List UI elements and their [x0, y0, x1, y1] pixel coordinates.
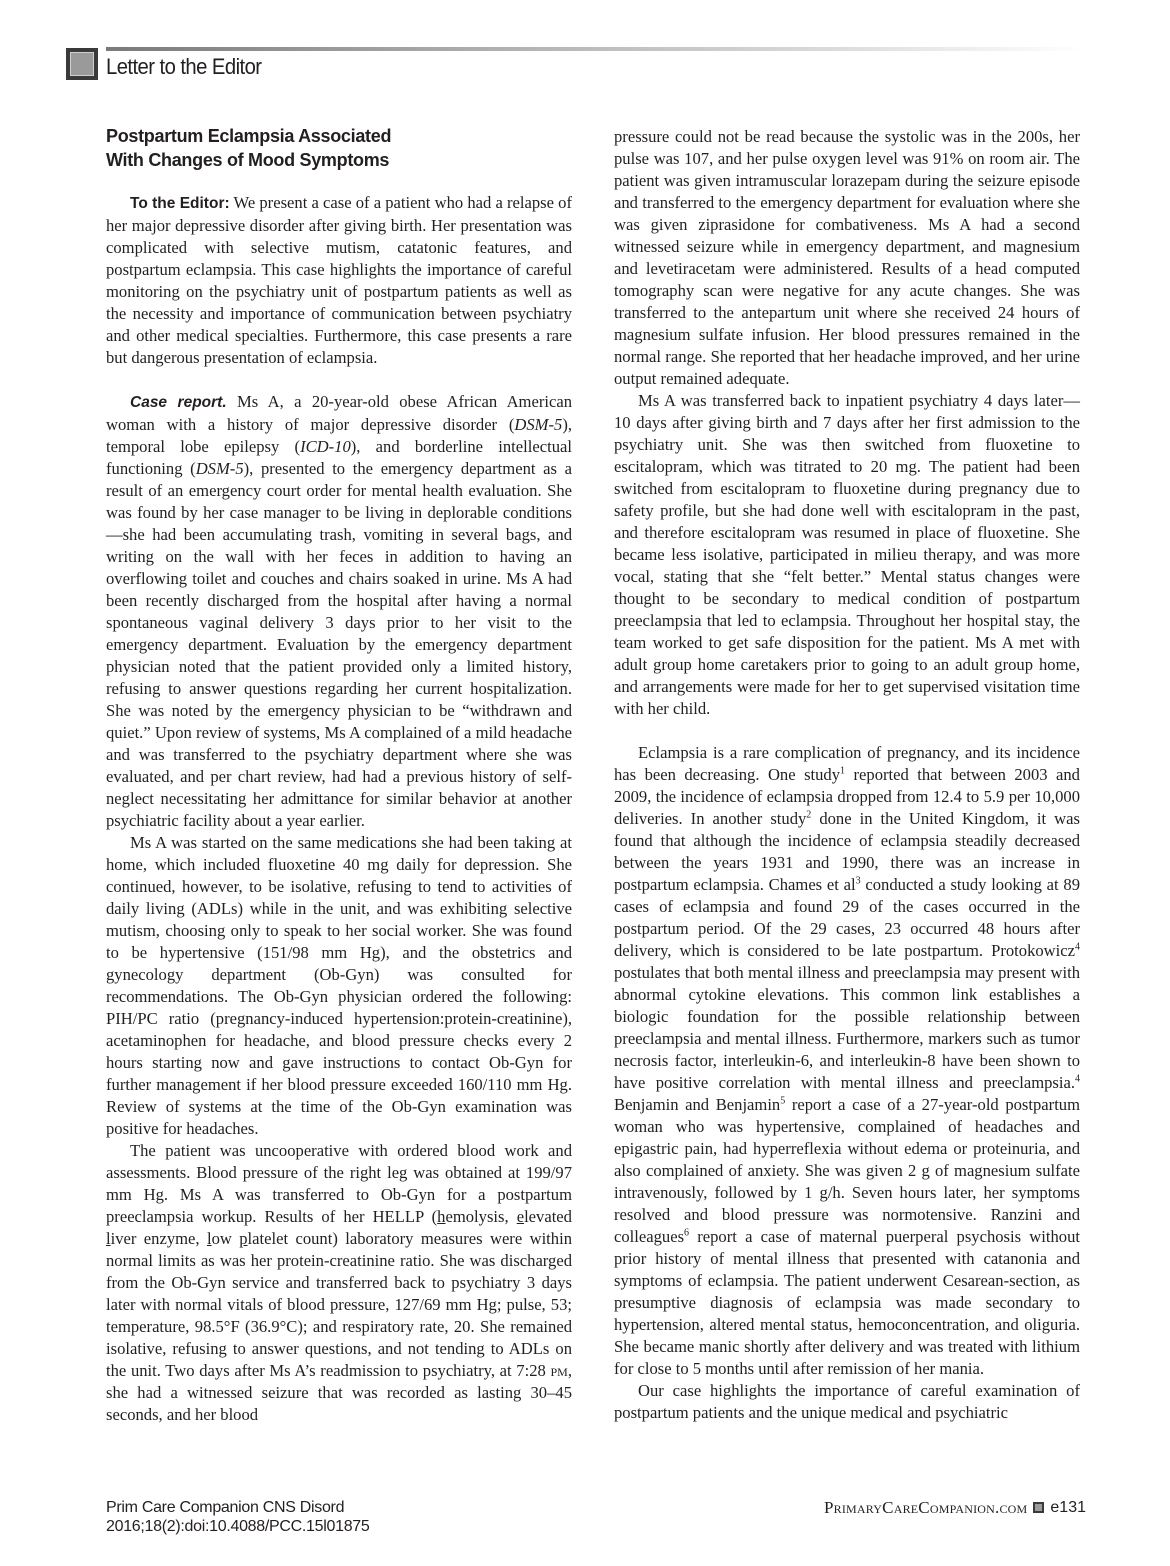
reference-3[interactable]: 3 — [855, 875, 861, 887]
reference-5[interactable]: 5 — [780, 1095, 786, 1107]
case-report-paragraph: Case report. Ms A, a 20-year-old obese African American woman with a history of major depressive disorder (DSM-5), temporal lobe epilepsy (ICD-10), and borderline intellectual functioning (DSM-5), presented to the emergency department as a result of an emergency court order for mental health evaluation. She was found by her case manager to be living in deplorable conditions—she had been accumulating trash, vomiting in several bags, and writing on the wall with her feces in addition to having an overflowing toilet and couches and chairs soaked in urine. Ms A had been recently discharged from the hospital after having a normal spontaneous vaginal delivery 3 days prior to her visit to the emergency department. Evaluation by the emergency department physician noted that the patient provided only a limited history, refusing to answer questions regarding her current hospitalization. She was noted by the emergency physician to be “withdrawn and quiet.” Upon review of systems, Ms A complained of a mild headache and was transferred to the psychiatry department where she was evaluated, and per chart review, had had a previous history of self-neglect necessitating her admittance for similar behavior at another psychiatric facility about a year earlier. — [106, 392, 572, 830]
header-rule — [106, 47, 1086, 51]
footer-site-link[interactable]: PrimaryCareCompanion.com — [823, 1498, 1028, 1517]
medications-paragraph: Ms A was started on the same medications she had been taking at home, which included fluoxetine 40 mg daily for depression. She continued, however, to be isolative, refusing to tend to activities of daily living (ADLs) while in the unit, and was exhibiting selective mutism, choosing only to speak to her social worker. She was found to be hypertensive (151/98 mm Hg), and the obstetrics and gynecology department (Ob-Gyn) was consulted for recommendations. The Ob-Gyn physician ordered the following: PIH/PC ratio (pregnancy-induced hypertension:protein-creatinine), acetaminophen for headache, and blood pressure checks every 2 hours starting now and gave instructions to contact Ob-Gyn for further management if her blood pressure exceeded 160/110 mm Hg. Review of systems at the time of the Ob-Gyn examination was positive for headaches. — [106, 833, 572, 1138]
case-report-lead: Case report. — [130, 394, 227, 411]
continuation-paragraph: pressure could not be read because the systolic was in the 200s, her pulse was 107, and her pulse oxygen level was 91% on room air. The patient was given intramuscular lorazepam during the seizure episode and transferred to the emergency department for evaluation where she was given ziprasidone for combativeness. Ms A had a second witnessed seizure while in emergency department, and magnesium and levetiracetam were administered. Results of a head computed tomography scan were negative for any acute changes. She was transferred to the antepartum unit where she received 24 hours of magnesium sulfate infusion. Her blood pressures remained in the normal range. She reported that her headache improved, and her urine output remained adequate. — [614, 127, 1080, 388]
left-column — [106, 124, 572, 1426]
eclampsia-paragraph: Eclampsia is a rare complication of pregnancy, and its incidence has been decreasing. One study$^1$ reported that between 2003 and 2009, the incidence of eclampsia dropped from 12.4 to 5.9 per 10,000 deliveries. In another study$^2$ done in the United Kingdom, it was found that although the incidence of eclampsia steadily decreased between the years 1931 and 1990, there was an increase in postpartum eclampsia. Chames et $al^3$ conducted a study looking at 89 cases of eclampsia and found 29 of the cases occurred in the postpartum period. Of the 29 cases, 23 occurred 48 hours after delivery, which is considered to be late postpartum. Protokowicz$^4$ postulates that both mental illness and preeclampsia may present with abnormal cytokine elevations. This common link establishes a biologic foundation for the possible relationship between preeclampsia and mental illness. Furthermore, markers such as tumor necrosis factor, interleukin-6, and interleukin-8 have been shown to have positive correlation with mental illness and preeclampsia.$^4$ Benjamin and Benjamin$^5$ report a case of a 27-year-old postpartum woman who was hypertensive, complained of headaches and epigastric pain, had hyperreflexia without edema or proteinuria, and also complained of anxiety. She was given 2 g of magnesium sulfate intravenously, followed by 1 g/h. Seven hours later, her symptoms resolved and blood pressure was normotensive. Ranzini and colleagues$^6$ report a case of maternal puerperal psychosis without prior history of mental illness that presented with catanonia and symptoms of eclampsia. The patient underwent Cesarean-section, as presumptive diagnosis of eclampsia was made secondary to hypertension, altered mental status, hemoconcentration, and oliguria. She became manic shortly after delivery and was treated with lithium for close to 5 months until after remission of her mania. — [614, 743, 1081, 1378]
title-line-1: Postpartum Eclampsia Associated — [106, 126, 392, 146]
reference-2[interactable]: 2 — [806, 809, 812, 821]
reference-1[interactable]: 1 — [840, 765, 846, 777]
section-label: Letter to the Editor — [106, 54, 262, 79]
reference-6[interactable]: 6 — [684, 1227, 690, 1239]
footer-journal: Prim Care Companion CNS Disord — [106, 1499, 345, 1516]
footer-citation — [106, 1498, 370, 1536]
right-column — [614, 126, 1080, 1424]
reference-4b[interactable]: 4 — [1075, 1073, 1080, 1085]
title-line-2: With Changes of Mood Symptoms — [106, 150, 390, 170]
gray-square-icon — [66, 48, 98, 80]
page-number: e131 — [1050, 1499, 1086, 1516]
intro-lead: To the Editor: — [130, 195, 230, 212]
transferred-back-paragraph: Ms A was transferred back to inpatient psychiatry 4 days later—10 days after giving birth and 7 days after her first admission to the psychiatry unit. She was then switched from fluoxetine to escitalopram, which was titrated to 20 mg. The patient had been switched from escitalopram to fluoxetine during pregnancy due to safety profile, but she had done well with escitalopram in the past, and therefore escitalopram was resumed in place of fluoxetine. She became less isolative, participated in milieu therapy, and was more vocal, stating that she “felt better.” Mental status changes were thought to be secondary to medical condition of postpartum preeclampsia that led to eclampsia. Throughout her hospital stay, the team worked to get safe disposition for the patient. Ms A met with adult group home caretakers prior to going to an adult group home, and arrangements were made for her to get supervised visitation time with her child. — [614, 391, 1080, 718]
footer-page-info — [824, 1498, 1086, 1517]
footer-doi: 2016;18(2):doi:10.4088/PCC.15l01875 — [106, 1518, 370, 1535]
conclusion-paragraph: Our case highlights the importance of careful examination of postpartum patients and the unique medical and psychiatric — [614, 1381, 1080, 1422]
reference-4[interactable]: 4 — [1075, 941, 1080, 953]
gray-square-icon — [1033, 1502, 1044, 1513]
article-title — [106, 124, 572, 172]
intro-paragraph: To the Editor: We present a case of a patient who had a relapse of her major depressive disorder after giving birth. Her presentation was complicated with selective mutism, catatonic features, and postpartum eclampsia. This case highlights the importance of careful monitoring on the psychiatry unit of postpartum patients as well as the necessity and importance of communication between psychiatry and other medical specialties. Furthermore, this case presents a rare but dangerous presentation of eclampsia. — [106, 193, 572, 367]
uncooperative-paragraph: The patient was uncooperative with ordered blood work and assessments. Blood pressure of the right leg was obtained at 199/97 mm Hg. Ms A was transferred to Ob-Gyn for a postpartum preeclampsia workup. Results of her HELLP (hemolysis, elevated liver enzyme, low platelet count) laboratory measures were within normal limits as was her protein-creatinine ratio. She was discharged from the Ob-Gyn service and transferred back to psychiatry 3 days later with normal vitals of blood pressure, 127/69 mm Hg; pulse, 53; temperature, 98.5°F (36.9°C); and respiratory rate, 20. She remained isolative, refusing to answer questions, and not tending to ADLs on the unit. Two days after Ms A’s readmission to psychiatry, at 7:28 pm, she had a witnessed seizure that was recorded as lasting 30–45 seconds, and her blood — [106, 1141, 572, 1424]
